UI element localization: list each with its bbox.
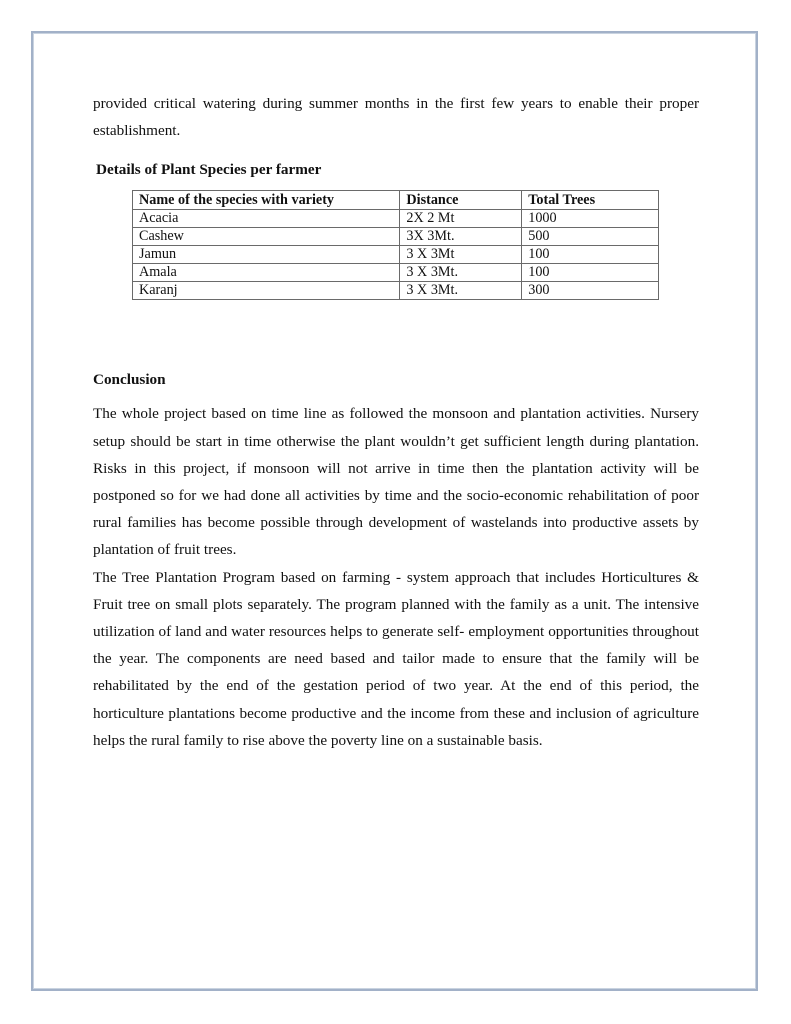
distance-cell: 3 X 3Mt.: [400, 282, 522, 300]
document-content: [93, 90, 699, 754]
conclusion-heading: Conclusion: [93, 371, 166, 389]
total-trees-cell: 500: [522, 228, 659, 246]
distance-cell: 3X 3Mt.: [400, 228, 522, 246]
species-cell: Amala: [133, 264, 400, 282]
column-header-distance: Distance: [400, 191, 522, 210]
column-header-species: Name of the species with variety: [133, 191, 400, 210]
conclusion-paragraph-1: The whole project based on time line as followed the monsoon and plantation activities. Nursery setup should be start in time otherwise the plant wouldn’t get sufficient length during plantation. Risks in this project, if monsoon will not arrive in time then the plantation activity will be postponed so for we had done all activities by time and the socio-economic rehabilitation of poor rural families has become possible through development of wastelands into productive assets by plantation of fruit trees.: [93, 405, 699, 559]
table-row: [133, 264, 659, 282]
intro-paragraph: provided critical watering during summer months in the first few years to enable their proper establishment.: [93, 95, 699, 140]
table-row: [133, 246, 659, 264]
table-row: [133, 282, 659, 300]
species-cell: Karanj: [133, 282, 400, 300]
total-trees-cell: 100: [522, 264, 659, 282]
conclusion-paragraph-2: The Tree Plantation Program based on farming - system approach that includes Horticultures & Fruit tree on small plots separately. The program planned with the family as a unit. The intensive utilization of land and water resources helps to generate self- employment opportunities throughout the year. The components are need based and tailor made to ensure that the family will be rehabilitated by the end of the gestation period of two year. At the end of this period, the horticulture plantations become productive and the income from these and inclusion of agriculture helps the rural family to rise above the poverty line on a sustainable basis.: [93, 568, 699, 749]
distance-cell: 2X 2 Mt: [400, 210, 522, 228]
plant-species-table: [132, 190, 659, 300]
total-trees-cell: 1000: [522, 210, 659, 228]
table-row: [133, 228, 659, 246]
table-heading: Details of Plant Species per farmer: [96, 161, 322, 179]
species-cell: Jamun: [133, 246, 400, 264]
table-header-row: [133, 191, 659, 210]
distance-cell: 3 X 3Mt.: [400, 264, 522, 282]
species-cell: Cashew: [133, 228, 400, 246]
total-trees-cell: 300: [522, 282, 659, 300]
table-row: [133, 210, 659, 228]
conclusion-body: [93, 400, 699, 754]
total-trees-cell: 100: [522, 246, 659, 264]
distance-cell: 3 X 3Mt: [400, 246, 522, 264]
species-cell: Acacia: [133, 210, 400, 228]
column-header-total-trees: Total Trees: [522, 191, 659, 210]
